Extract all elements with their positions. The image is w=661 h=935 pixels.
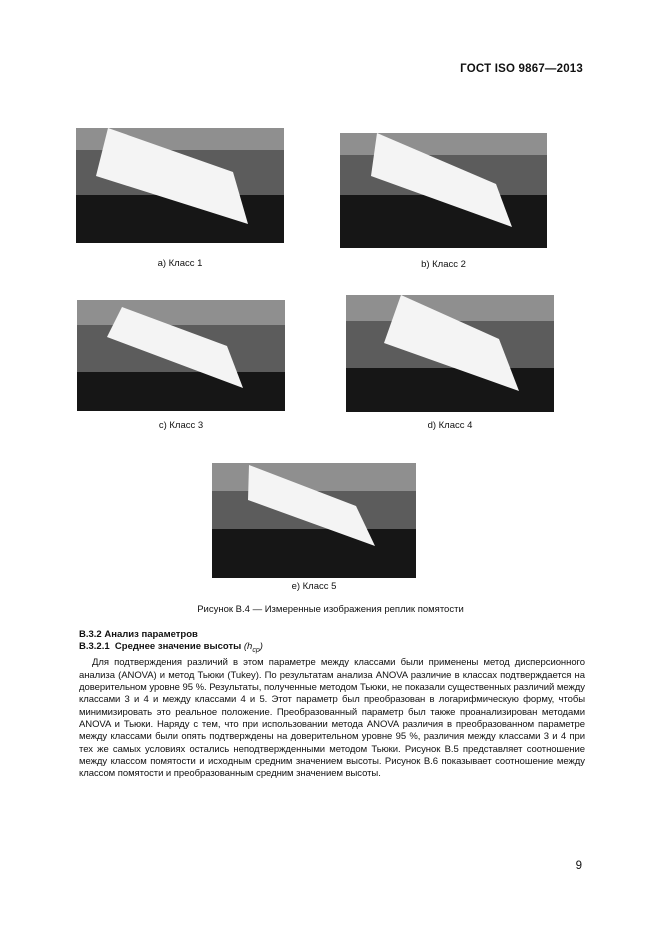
section-parameter-analysis: [79, 629, 585, 780]
page-number: 9: [575, 860, 582, 872]
figure-panel-class-3: [77, 300, 285, 411]
section-heading: В.3.2 Анализ параметров: [79, 629, 198, 640]
figure-caption-class-5: e) Класс 5: [291, 581, 337, 592]
subsection-symbol: $(h_{cp})$: [243, 641, 263, 655]
figure-panel-class-1: [76, 128, 284, 243]
document-header: ГОСТ ISO 9867—2013: [460, 63, 583, 75]
section-body-paragraph: Для подтверждения различий в этом параметре между классами были применены метод дисперсионного анализа (ANOVA) и метод Тьюки (Tukey). По результатам анализа ANOVA различие в классах подтверждается на доверительном уровне 95 %. Результаты, полученные методом Тьюки, не показали существенных различий между классами 3 и 4 и между классами 4 и 5. Этот параметр был преобразован в логарифмическую форму, чтобы минимизировать это реальное положение. Преобразованный параметр был также проанализирован методами ANOVA и Тьюки. Наряду с тем, что при использовании метода ANOVA различия в преобразованном параметре между классами были опять подтверждены на доверительном уровне 95 %, различия между классами 3 и 4 при тех же самых условиях остались неподтвержденными методом Тьюки. Рисунок В.5 представляет соотношение между классом помятости и исходным средним значением высоты. Рисунок В.6 показывает соотношение между классом помятости и преобразованным средним значением высоты.: [79, 657, 585, 780]
subsection-title: Среднее значение высоты: [114, 641, 242, 653]
subsection-heading: [79, 641, 585, 657]
figure-panel-class-4: [346, 295, 554, 412]
figure-caption-class-3: c) Класс 3: [158, 420, 204, 431]
figure-panel-class-2: [340, 133, 547, 248]
figure-caption-class-1: a) Класс 1: [157, 258, 203, 269]
subsection-number: В.3.2.1: [79, 641, 110, 653]
figure-title: Рисунок В.4 — Измеренные изображения реплик помятости: [197, 604, 464, 615]
figure-caption-class-4: d) Класс 4: [427, 420, 473, 431]
figure-caption-class-2: b) Класс 2: [421, 259, 466, 270]
figure-panel-class-5: [212, 463, 416, 578]
